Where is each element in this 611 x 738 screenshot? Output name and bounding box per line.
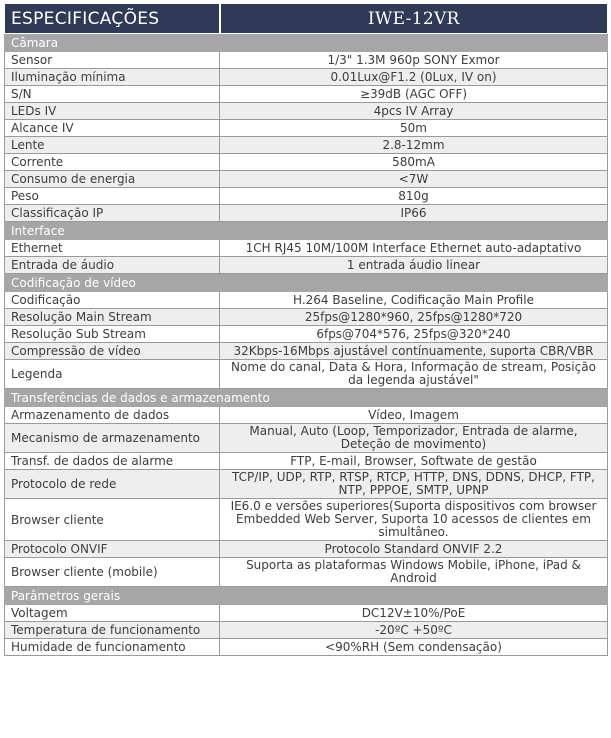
row-value: 6fps@704*576, 25fps@320*240 — [220, 326, 608, 343]
table-row — [5, 343, 608, 360]
row-label: Codificação — [5, 292, 220, 309]
table-row — [5, 360, 608, 389]
row-value: IE6.0 e versões superiores(Suporta dispositivos com browser Embedded Web Server, Suporta 10 acessos de clientes em simultâneo. — [220, 499, 608, 541]
table-row — [5, 453, 608, 470]
table-row — [5, 103, 608, 120]
table-row — [5, 137, 608, 154]
row-label: Classificação IP — [5, 205, 220, 222]
row-value: DC12V±10%/PoE — [220, 605, 608, 622]
row-label: Humidade de funcionamento — [5, 639, 220, 656]
row-label: Lente — [5, 137, 220, 154]
row-label: Entrada de áudio — [5, 257, 220, 274]
section-title: Interface — [5, 222, 608, 240]
section-transferencias — [5, 389, 608, 407]
row-value: FTP, E-mail, Browser, Softwate de gestão — [220, 453, 608, 470]
row-label: Corrente — [5, 154, 220, 171]
row-label: Protocolo ONVIF — [5, 541, 220, 558]
section-interface — [5, 222, 608, 240]
table-row — [5, 188, 608, 205]
row-value: 4pcs IV Array — [220, 103, 608, 120]
section-title: Parâmetros gerais — [5, 587, 608, 605]
table-header — [5, 4, 608, 34]
table-row — [5, 639, 608, 656]
row-label: Resolução Sub Stream — [5, 326, 220, 343]
row-label: Voltagem — [5, 605, 220, 622]
table-row — [5, 558, 608, 587]
row-label: S/N — [5, 86, 220, 103]
table-row — [5, 326, 608, 343]
row-value: Protocolo Standard ONVIF 2.2 — [220, 541, 608, 558]
row-label: Sensor — [5, 52, 220, 69]
section-title: Câmara — [5, 34, 608, 52]
table-row — [5, 205, 608, 222]
row-value: 1/3" 1.3M 960p SONY Exmor — [220, 52, 608, 69]
table-row — [5, 622, 608, 639]
row-value: 0.01Lux@F1.2 (0Lux, IV on) — [220, 69, 608, 86]
row-label: Browser cliente — [5, 499, 220, 541]
row-label: Compressão de vídeo — [5, 343, 220, 360]
row-value: 1CH RJ45 10M/100M Interface Ethernet auto-adaptativo — [220, 240, 608, 257]
row-value: 25fps@1280*960, 25fps@1280*720 — [220, 309, 608, 326]
section-title: Codificação de vídeo — [5, 274, 608, 292]
table-row — [5, 470, 608, 499]
header-model: IWE-12VR — [220, 4, 608, 34]
row-label: Peso — [5, 188, 220, 205]
row-label: Resolução Main Stream — [5, 309, 220, 326]
table-row — [5, 86, 608, 103]
table-row — [5, 499, 608, 541]
header-title: ESPECIFICAÇÕES — [5, 4, 220, 34]
table-row — [5, 257, 608, 274]
section-title: Transferências de dados e armazenamento — [5, 389, 608, 407]
table-row — [5, 309, 608, 326]
row-value: TCP/IP, UDP, RTP, RTSP, RTCP, HTTP, DNS, DDNS, DHCP, FTP, NTP, PPPOE, SMTP, UPNP — [220, 470, 608, 499]
row-value: 580mA — [220, 154, 608, 171]
row-label: Transf. de dados de alarme — [5, 453, 220, 470]
row-label: Iluminação mínima — [5, 69, 220, 86]
table-row — [5, 541, 608, 558]
row-value: 50m — [220, 120, 608, 137]
row-label: Browser cliente (mobile) — [5, 558, 220, 587]
row-label: Temperatura de funcionamento — [5, 622, 220, 639]
section-codificacao — [5, 274, 608, 292]
row-value: 32Kbps-16Mbps ajustável contínuamente, suporta CBR/VBR — [220, 343, 608, 360]
row-value: 1 entrada áudio linear — [220, 257, 608, 274]
row-label: Alcance IV — [5, 120, 220, 137]
row-label: LEDs IV — [5, 103, 220, 120]
row-value: ≥39dB (AGC OFF) — [220, 86, 608, 103]
table-row — [5, 605, 608, 622]
row-label: Mecanismo de armazenamento — [5, 424, 220, 453]
row-value: Nome do canal, Data & Hora, Informação de stream, Posição da legenda ajustável" — [220, 360, 608, 389]
row-value: H.264 Baseline, Codificação Main Profile — [220, 292, 608, 309]
spec-table — [4, 3, 608, 656]
table-row — [5, 154, 608, 171]
row-value: -20ºC +50ºC — [220, 622, 608, 639]
row-label: Legenda — [5, 360, 220, 389]
row-value: IP66 — [220, 205, 608, 222]
section-parametros — [5, 587, 608, 605]
table-row — [5, 120, 608, 137]
row-label: Ethernet — [5, 240, 220, 257]
section-camara — [5, 34, 608, 52]
table-row — [5, 407, 608, 424]
row-value: 810g — [220, 188, 608, 205]
table-row — [5, 424, 608, 453]
table-row — [5, 171, 608, 188]
row-label: Consumo de energia — [5, 171, 220, 188]
row-label: Protocolo de rede — [5, 470, 220, 499]
table-row — [5, 292, 608, 309]
row-value: Manual, Auto (Loop, Temporizador, Entrada de alarme, Deteção de movimento) — [220, 424, 608, 453]
row-value: 2.8-12mm — [220, 137, 608, 154]
table-row — [5, 240, 608, 257]
row-value: <90%RH (Sem condensação) — [220, 639, 608, 656]
row-label: Armazenamento de dados — [5, 407, 220, 424]
row-value: Vídeo, Imagem — [220, 407, 608, 424]
table-row — [5, 69, 608, 86]
table-row — [5, 52, 608, 69]
row-value: <7W — [220, 171, 608, 188]
row-value: Suporta as plataformas Windows Mobile, iPhone, iPad & Android — [220, 558, 608, 587]
